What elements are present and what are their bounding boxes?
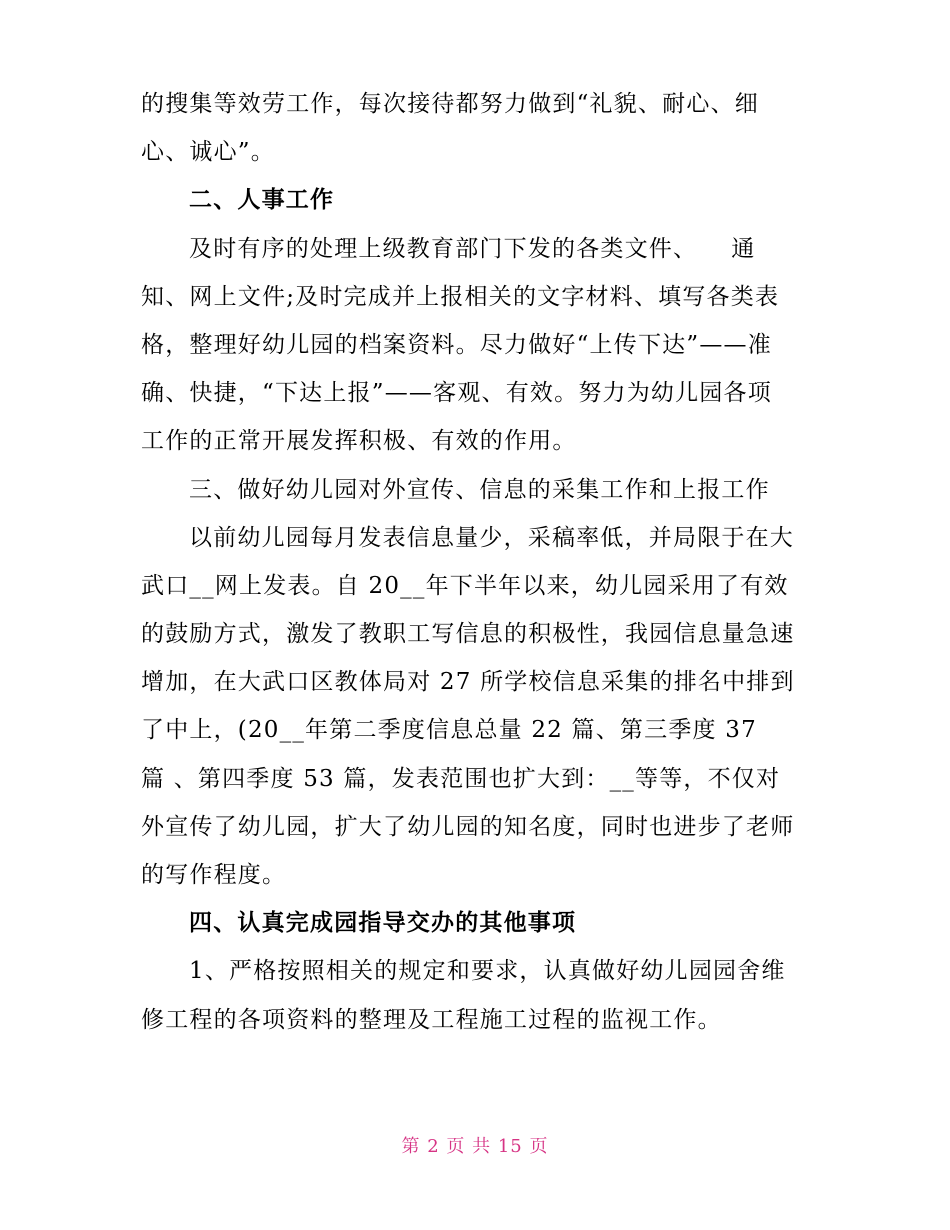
paragraph-line: 知、网上文件;及时完成并上报相关的文字材料、填写各类表 (141, 283, 780, 310)
section-heading: 四、认真完成园指导交办的其他事项 (189, 909, 577, 937)
paragraph-line: 的鼓励方式，激发了教职工写信息的积极性，我园信息量急速 (141, 621, 795, 648)
paragraph-line: 了中上，(20__年第二季度信息总量 22 篇、第三季度 37 (141, 717, 757, 744)
section-heading: 三、做好幼儿园对外宣传、信息的采集工作和上报工作 (189, 476, 770, 503)
document-body (141, 80, 813, 1044)
paragraph-line: 武口__网上发表。自 20__年下半年以来，幼儿园采用了有效 (141, 572, 789, 599)
paragraph-line: 确、快捷，“下达上报”——客观、有效。努力为幼儿园各项 (141, 380, 772, 407)
paragraph-line: 修工程的各项资料的整理及工程施工过程的监视工作。 (141, 1006, 722, 1033)
paragraph-line: 的写作程度。 (141, 862, 287, 888)
paragraph-line: 以前幼儿园每月发表信息量少，采稿率低，并局限于在大 (189, 524, 794, 551)
paragraph-line: 增加，在大武口区教体局对 27 所学校信息采集的排名中排到 (141, 669, 795, 696)
paragraph-line: 1、严格按照相关的规定和要求，认真做好幼儿园园舍维 (189, 958, 786, 985)
paragraph-line: 及时有序的处理上级教育部门下发的各类文件、 通 (189, 235, 756, 262)
paragraph-line: 格，整理好幼儿园的档案资料。尽力做好“上传下达”——准 (141, 331, 772, 358)
paragraph-line: 工作的正常开展发挥积极、有效的作用。 (141, 428, 577, 455)
section-heading: 二、人事工作 (189, 186, 335, 214)
paragraph-line: 的搜集等效劳工作，每次接待都努力做到“礼貌、耐心、细 (141, 91, 759, 117)
paragraph-line: 篇 、第四季度 53 篇，发表范围也扩大到：__等等，不仅对 (141, 765, 781, 792)
paragraph-line: 心、诚心”。 (141, 139, 275, 166)
paragraph-line: 外宣传了幼儿园，扩大了幼儿园的知名度，同时也进步了老师 (141, 813, 795, 840)
page-number-footer: 第 2 页 共 15 页 (401, 1136, 549, 1157)
